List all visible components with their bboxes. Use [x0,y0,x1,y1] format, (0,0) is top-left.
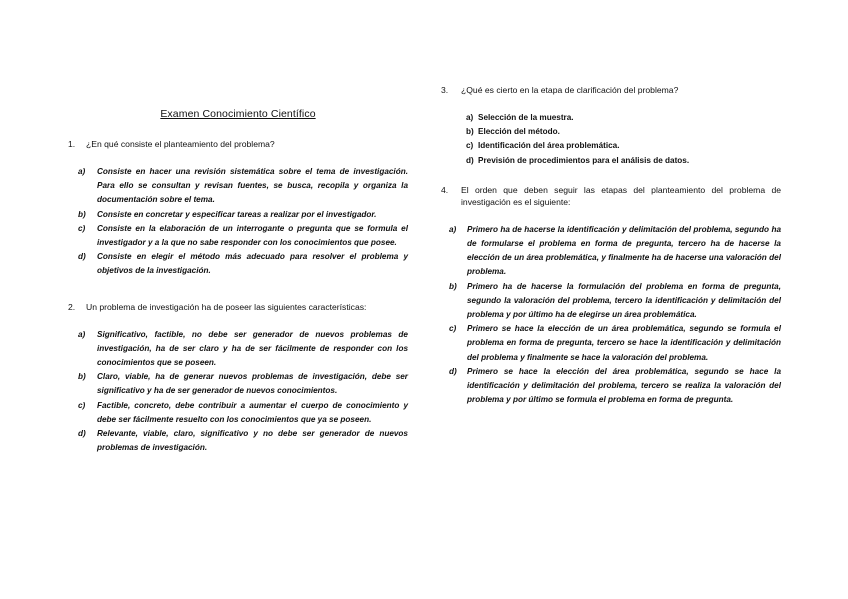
option-a [68,165,408,208]
option-letter: d) [466,155,474,165]
option-text: Elección del método. [478,127,560,137]
option-letter: a) [78,329,86,339]
option-b [441,280,781,323]
option-letter: a) [466,113,474,122]
option-a [68,328,408,371]
option-letter: c) [449,324,457,334]
question-text: Un problema de investigación ha de poseer las siguientes características: [86,301,367,312]
option-letter: a) [78,167,86,176]
option-d [68,427,408,455]
question-2-options [68,328,408,456]
question-number: 1. [68,139,76,149]
option-d [466,154,781,168]
question-3-options [441,111,781,168]
question-3 [441,84,781,96]
option-b [466,125,781,139]
option-text: Consiste en hacer una revisión sistemática sobre el tema de investigación. Para ello se consultan y revisan fuentes, se busca, recopila y organiza la documentación sobre el tema. [97,167,408,205]
question-text: El orden que deben seguir las etapas del planteamiento del problema de investigación es el siguiente: [461,184,781,207]
option-a [466,111,781,125]
option-letter: c) [78,223,86,233]
option-text: Consiste en elegir el método más adecuado para resolver el problema y objetivos de la investigación. [97,252,408,276]
question-number: 3. [441,85,449,95]
option-d [441,365,781,408]
option-text: Primero se hace la elección de un área problemática, segundo se formula el problema en forma de pregunta, tercero se hace la identificación y delimitación del problema y finalmente se hace la valoración del problema. [467,324,781,362]
option-letter: d) [449,366,457,376]
question-number: 2. [68,301,76,312]
option-letter: d) [78,429,86,439]
option-letter: c) [78,400,86,410]
option-letter: c) [466,141,474,151]
option-letter: b) [78,209,86,219]
right-column [441,84,781,429]
option-c [466,139,781,153]
option-b [68,370,408,398]
question-2 [68,301,408,313]
option-text: Previsión de procedimientos para el análisis de datos. [478,155,690,165]
question-1-options [68,165,408,279]
option-c [68,222,408,250]
option-text: Primero ha de hacerse la identificación y delimitación del problema, segundo ha de formularse el problema en forma de pregunta, tercero ha de hacerse la elección de un área problemática, y finalmente ha de hacerse una valoración del problema. [467,224,781,277]
question-1 [68,138,408,150]
option-b [68,208,408,222]
option-letter: b) [466,127,474,137]
option-letter: d) [78,252,86,262]
option-c [441,322,781,365]
option-text: Factible, concreto, debe contribuir a aumentar el cuerpo de conocimiento y debe ser fácilmente resuelto con los conocimientos que ya se poseen. [97,400,408,424]
option-text: Identificación del área problemática. [478,141,620,151]
option-text: Primero ha de hacerse la formulación del problema en forma de pregunta, segundo la valoración del problema, tercero la identificación y delimitación del problema y por último ha de elegirse un área problemática. [467,281,781,320]
option-a [441,223,781,280]
left-column [68,108,408,477]
exam-title: Examen Conocimiento Científico [160,108,316,120]
option-text: Consiste en la elaboración de un interrogante o pregunta que se formula el investigador y a la que no sabe responder con los conocimientos que posee. [97,223,408,248]
option-letter: b) [78,372,86,382]
option-text: Selección de la muestra. [478,113,574,122]
question-4 [441,184,781,208]
option-text: Claro, viable, ha de generar nuevos problemas de investigación, debe ser significativo y ha de ser generador de nuevos conocimientos. [97,372,408,396]
option-text: Consiste en concretar y especificar tareas a realizar por el investigador. [97,209,377,219]
question-text: ¿En qué consiste el planteamiento del problema? [86,139,275,149]
option-c [68,399,408,427]
question-number: 4. [441,184,449,195]
option-text: Relevante, viable, claro, significativo y no debe ser generador de nuevos problemas de investigación. [97,429,408,453]
question-text: ¿Qué es cierto en la etapa de clarificación del problema? [461,85,679,95]
option-text: Primero se hace la elección del área problemática, segundo se hace la identificación y delimitación del problema, tercero se realiza la valoración del problema y por último se formula el problema en forma de pregunta. [467,366,781,405]
question-4-options [441,223,781,408]
option-text: Significativo, factible, no debe ser generador de nuevos problemas de investigación, ha de ser claro y ha de ser fácilmente de responder con los conocimientos que se poseen. [97,329,408,368]
option-letter: a) [449,224,457,234]
option-letter: b) [449,281,457,291]
option-d [68,250,408,278]
